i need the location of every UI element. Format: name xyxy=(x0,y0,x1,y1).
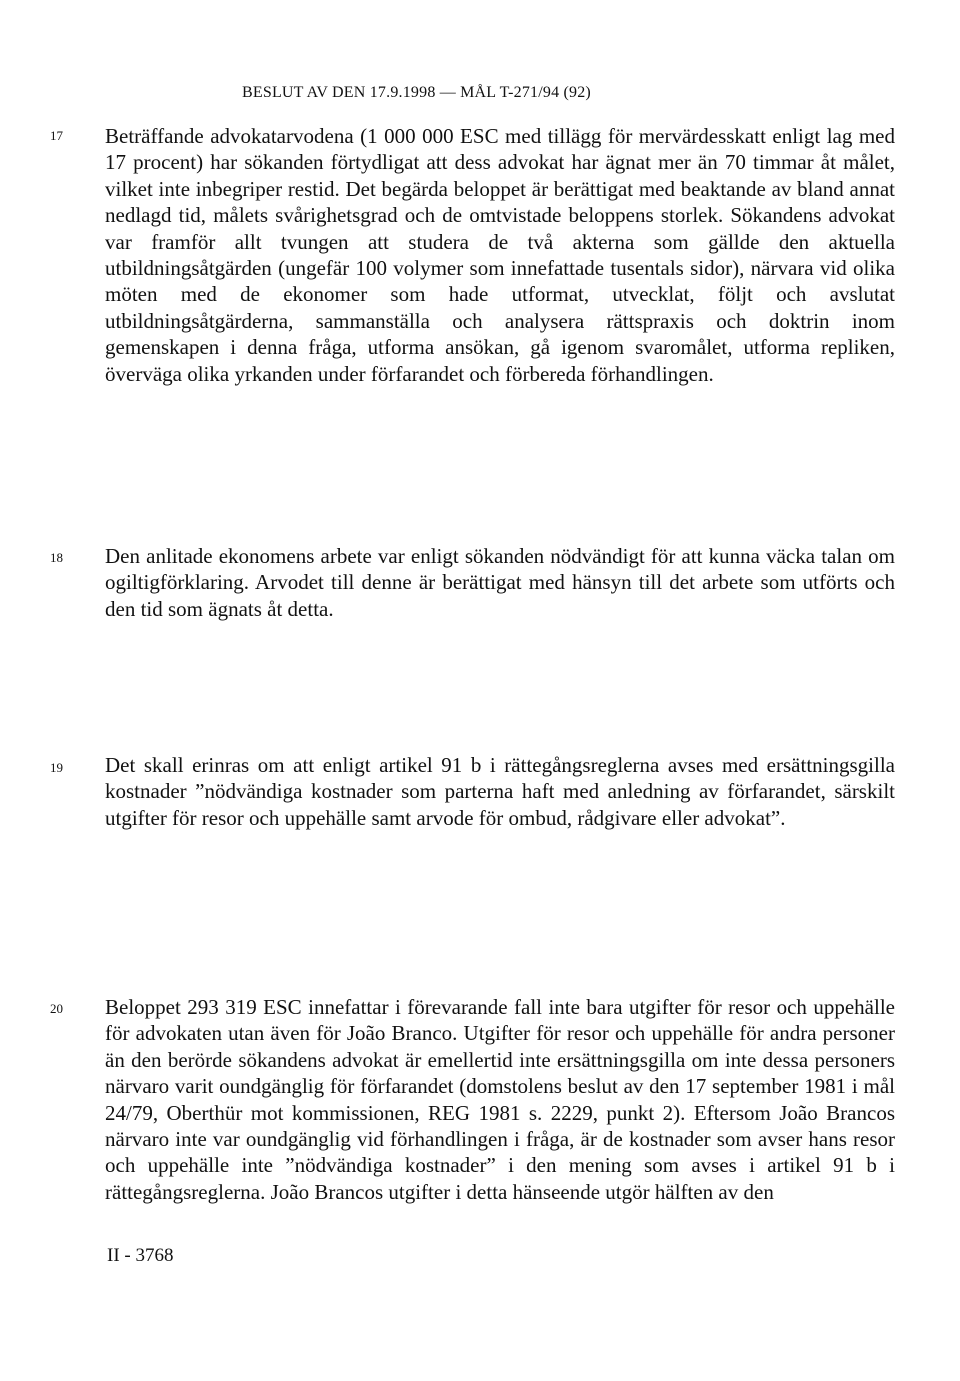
page-number: II - 3768 xyxy=(107,1245,174,1266)
paragraph-number: 17 xyxy=(50,128,63,143)
paragraph-number: 20 xyxy=(50,1001,63,1016)
paragraph-19: Det skall erinras om att enligt artikel 91 b i rättegångsreglerna avses med ersättningsgilla kostnader ”nödvändiga kostnader som parterna haft med anledning av förfarandet, särskilt utgifter för resor och uppehälle samt arvode för ombud, rådgivare eller advokat”. xyxy=(105,753,895,830)
running-header: BESLUT AV DEN 17.9.1998 — MÅL T-271/94 (92) xyxy=(242,84,591,101)
paragraph-20: Beloppet 293 319 ESC innefattar i förevarande fall inte bara utgifter för resor och uppehälle för advokaten utan även för João Branco. Utgifter för resor och uppehälle för andra personer än den berörde sökandens advokat är emellertid inte ersättningsgilla om inte dessa personers närvaro varit oundgänglig för förfarandet (domstolens beslut av den 17 september 1981 i mål 24/79, Oberthür mot kommissionen, REG 1981 s. 2229, punkt 2). Eftersom João Brancos närvaro inte var oundgänglig vid förhandlingen i fråga, är de kostnader som avser hans resor och uppehälle inte ”nödvändiga kostnader” i den mening som avses i artikel 91 b i rättegångsreglerna. João Brancos utgifter i detta hänseende utgör hälften av den xyxy=(105,995,895,1204)
paragraph-number: 19 xyxy=(50,760,63,775)
paragraph-18: Den anlitade ekonomens arbete var enligt sökanden nödvändigt för att kunna väcka talan om ogiltigförklaring. Arvodet till denne är berättigat med hänsyn till det arbete som utförts och den tid som ägnats åt detta. xyxy=(105,544,895,621)
paragraph-number: 18 xyxy=(50,550,63,565)
paragraph-17: Beträffande advokatarvodena (1 000 000 ESC med tillägg för mervärdesskatt enligt lag med 17 procent) har sökanden förtydligat att dess advokat har ägnat mer än 70 timmar åt målet, vilket inte inbegriper restid. Det begärda beloppet är berättigat med beaktande av bland annat nedlagd tid, målets svårighetsgrad och de omtvistade beloppens storlek. Sökandens advokat var framför allt tvungen att studera de två akterna som gällde den aktuella utbildningsåtgärden (ungefär 100 volymer som innefattade tusentals sidor), närvara vid olika möten med de ekonomer som hade utformat, utvecklat, följt och avslutat utbildningsåtgärderna, sammanställa och analysera rättspraxis och doktrin inom gemenskapen i denna fråga, utforma ansökan, gå igenom svaromålet, utforma repliken, överväga olika yrkanden under förfarandet och förbereda förhandlingen. xyxy=(105,124,895,386)
